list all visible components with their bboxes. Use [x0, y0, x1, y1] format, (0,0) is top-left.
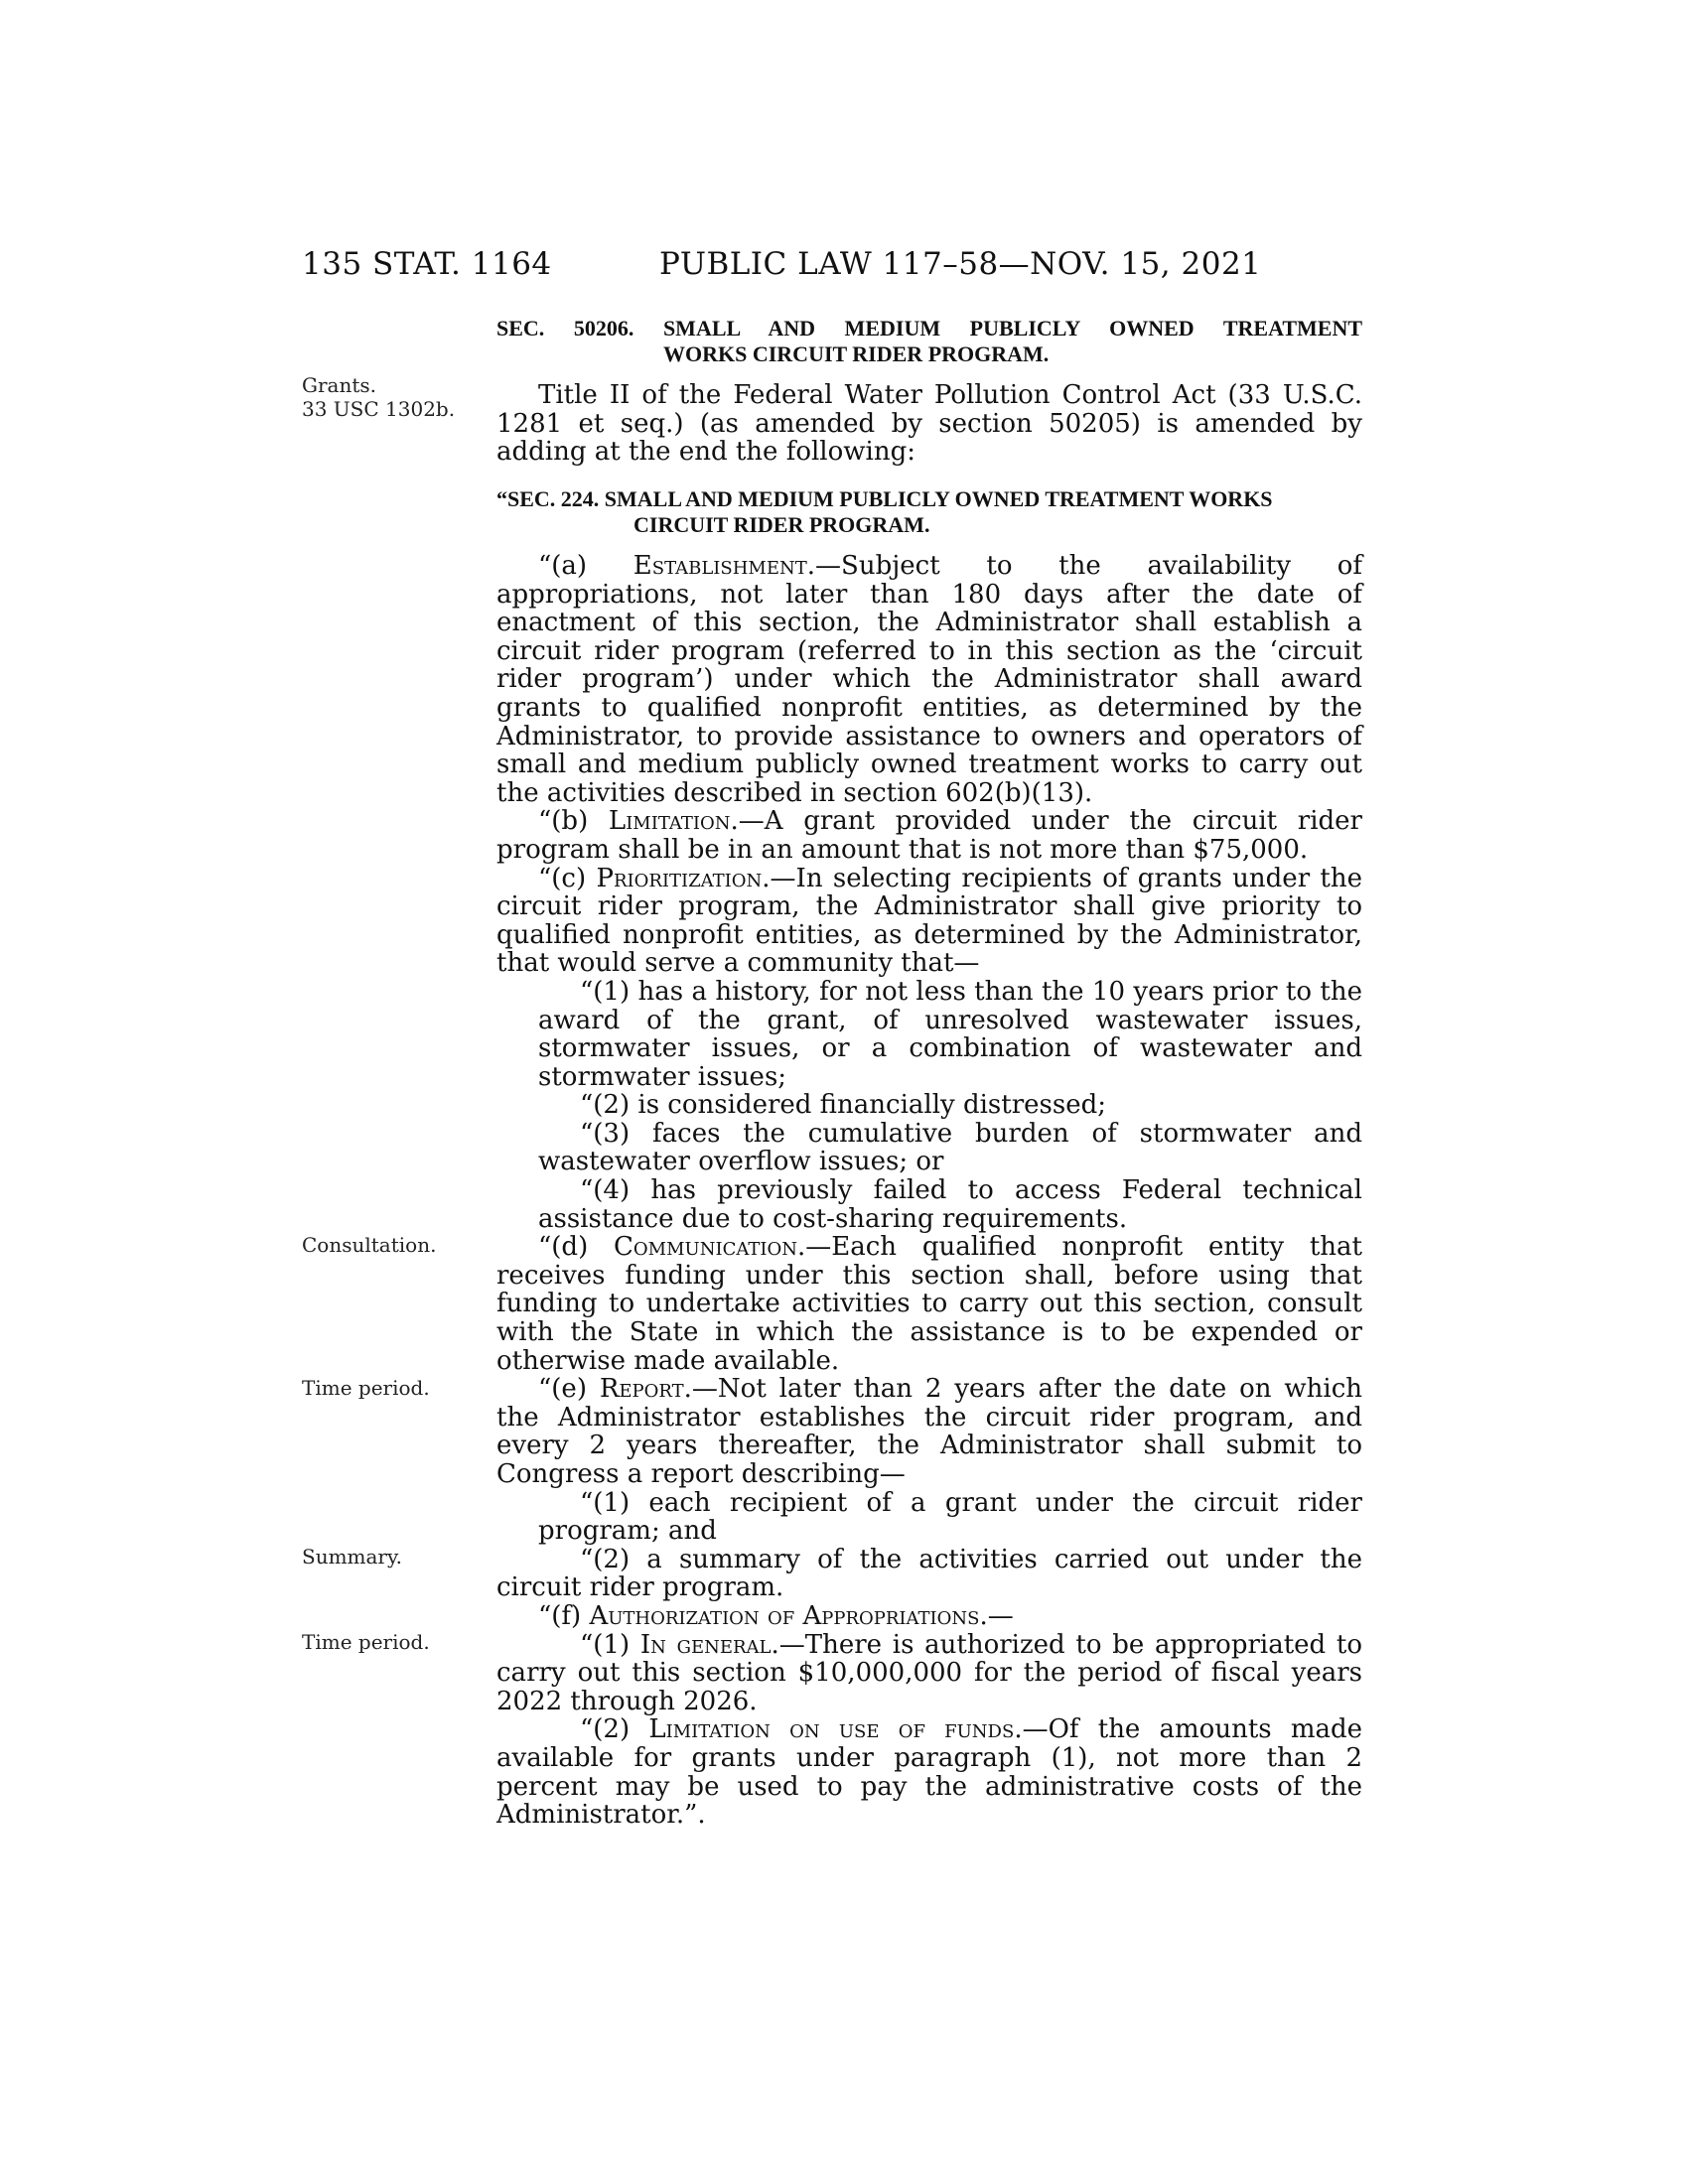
paragraph-f1: “(1) In general.—There is authorized to be appropriated to carry out this section $10,000,000 for the period of fiscal years 2022 through 2026.: [496, 1629, 1363, 1716]
margin-note-grants: Grants.: [302, 373, 376, 397]
margin-note-usc: 33 USC 1302b.: [302, 397, 456, 421]
paragraph-e2: “(2) a summary of the activities carried out under the circuit rider program.: [496, 1544, 1362, 1603]
subsection-e: “(e) Report.—Not later than 2 years after the date on which the Administrator establishes the circuit rider program, and every 2 years thereafter, the Administrator shall submit to Congress a report describing—: [496, 1374, 1363, 1489]
section-50206-heading-line1: SEC. 50206. SMALL AND MEDIUM PUBLICLY OWNED TREATMENT: [496, 316, 1362, 341]
paragraph-c4: “(4) has previously failed to access Federal technical assistance due to cost-sharing requirements.: [538, 1175, 1362, 1234]
margin-note-time-period-2: Time period.: [302, 1630, 430, 1654]
running-header-title: PUBLIC LAW 117–58—NOV. 15, 2021: [659, 246, 1262, 282]
paragraph-c1: “(1) has a history, for not less than the 10 years prior to the award of the grant, of unresolved wastewater issues, stormwater issues, or a combination of wastewater and stormwater issues;: [538, 976, 1362, 1092]
section-224-heading: [496, 486, 1362, 538]
subsection-f: “(f) Authorization of Appropriations.—: [538, 1600, 1014, 1631]
margin-note-time-period-1: Time period.: [302, 1376, 430, 1400]
section-224-heading-line2: CIRCUIT RIDER PROGRAM.: [633, 512, 930, 537]
section-224-heading-line1: “SEC. 224. SMALL AND MEDIUM PUBLICLY OWNED TREATMENT WORKS: [496, 486, 1273, 511]
paragraph-c3: “(3) faces the cumulative burden of stormwater and wastewater overflow issues; or: [538, 1118, 1362, 1177]
section-224-body: [496, 552, 1362, 1830]
subsection-c: “(c) Prioritization.—In selecting recipients of grants under the circuit rider program, the Administrator shall give priority to qualified nonprofit entities, as determined by the Administrator, that would serve a community that—: [496, 863, 1363, 979]
margin-note-summary: Summary.: [302, 1545, 402, 1569]
subsection-d: “(d) Communication.—Each qualified nonprofit entity that receives funding under this section shall, before using that funding to undertake activities to carry out this section, consult with the State in which the assistance is to be expended or otherwise made available.: [496, 1232, 1362, 1376]
margin-note-consultation: Consultation.: [302, 1233, 437, 1257]
section-50206-intro: Title II of the Federal Water Pollution Control Act (33 U.S.C. 1281 et seq.) (as amended by section 50205) is amended by adding at the end the following:: [496, 380, 1362, 468]
statute-page-number: 135 STAT. 1164: [302, 246, 552, 282]
subsection-a: “(a) Establishment.—Subject to the availability of appropriations, not later than 180 days after the date of enactment of this section, the Administrator shall establish a circuit rider program (referred to in this section as the ‘circuit rider program’) under which the Administrator shall award grants to qualified nonprofit entities, as determined by the Administrator, to provide assistance to owners and operators of small and medium publicly owned treatment works to carry out the activities described in section 602(b)(13).: [496, 551, 1362, 808]
paragraph-f2: “(2) Limitation on use of funds.—Of the amounts made available for grants under paragraph (1), not more than 2 percent may be used to pay the administrative costs of the Administrator.”.: [496, 1714, 1363, 1831]
section-50206-heading: [496, 316, 1362, 367]
paragraph-c2: “(2) is considered financially distressed;: [580, 1090, 1107, 1121]
section-50206-heading-line2: WORKS CIRCUIT RIDER PROGRAM.: [663, 341, 1050, 366]
paragraph-e1: “(1) each recipient of a grant under the circuit rider program; and: [538, 1487, 1362, 1547]
subsection-b: “(b) Limitation.—A grant provided under the circuit rider program shall be in an amount that is not more than $75,000.: [496, 806, 1362, 865]
